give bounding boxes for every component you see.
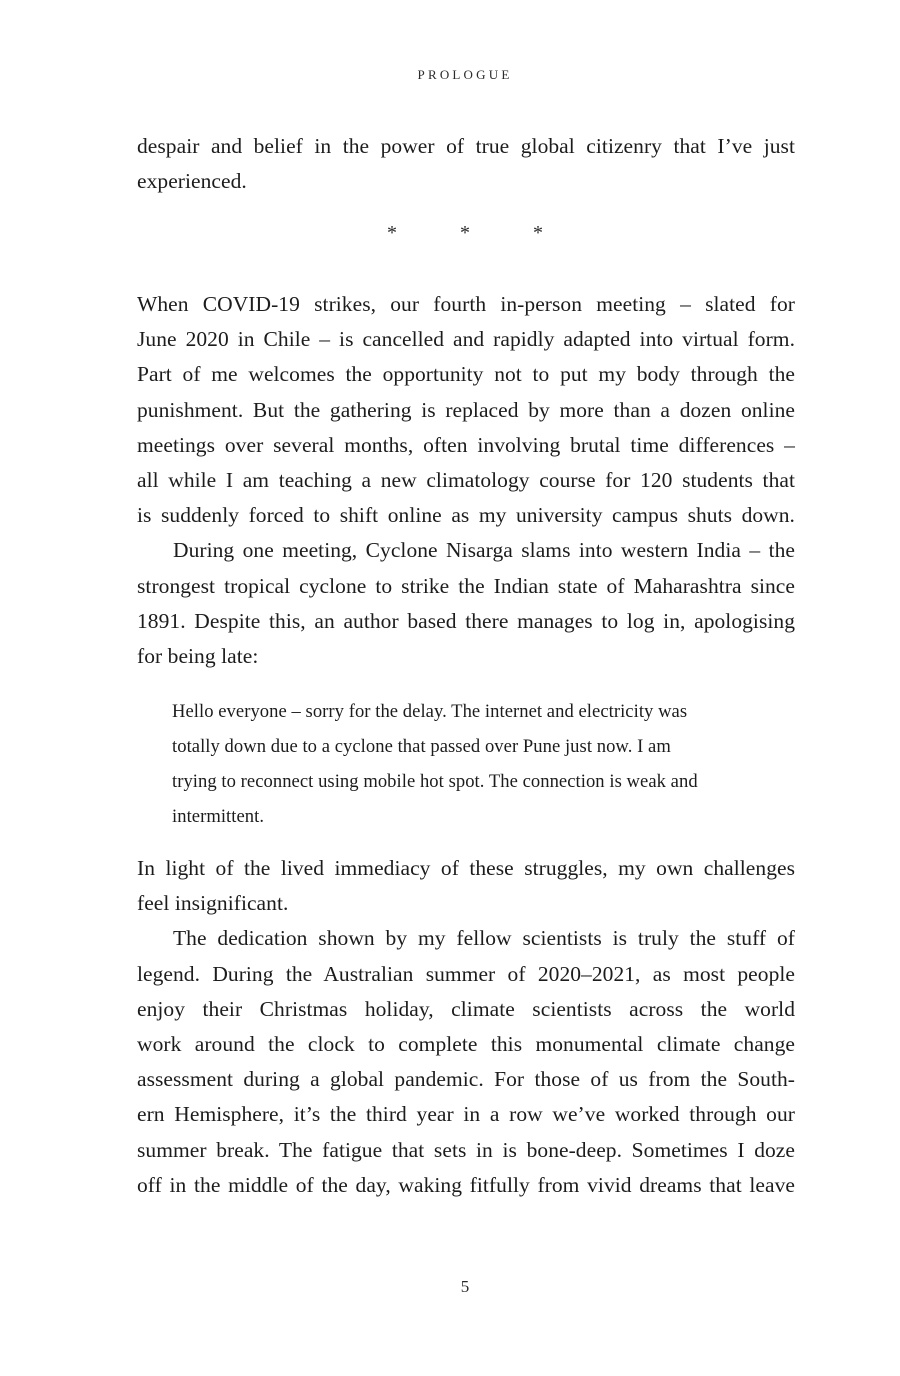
paragraph-opening — [137, 129, 795, 199]
section-break-asterisk: * — [387, 222, 397, 244]
text-line: all while I am teaching a new climatology course for 120 students that — [137, 467, 795, 492]
text-line: The dedication shown by my fellow scientists is truly the stuff of — [173, 926, 795, 951]
quote-line: Hello everyone – sorry for the delay. The internet and electricity was — [172, 701, 688, 722]
quote-line: trying to reconnect using mobile hot spot. The connection is weak and — [172, 771, 698, 793]
text-line: punishment. But the gathering is replaced by more than a dozen online — [137, 397, 795, 422]
text-line: enjoy their Christmas holiday, climate scientists across the world — [137, 996, 795, 1021]
text-line: ern Hemisphere, it’s the third year in a row we’ve worked through our — [137, 1102, 795, 1127]
page-number: 5 — [460, 1277, 470, 1296]
text-line: When COVID-19 strikes, our fourth in-person meeting – slated for — [137, 292, 795, 316]
paragraph-light — [137, 851, 795, 1203]
text-line: During one meeting, Cyclone Nisarga slams into western India – the — [173, 538, 795, 563]
text-line: Part of me welcomes the opportunity not to put my body through the — [137, 362, 795, 387]
section-break-asterisk: * — [460, 222, 470, 244]
running-head: PROLOGUE — [417, 67, 513, 82]
text-line: feel insignificant. — [137, 891, 289, 916]
text-line: for being late: — [137, 643, 259, 668]
quote-line: intermittent. — [172, 806, 265, 828]
text-line: off in the middle of the day, waking fitfully from vivid dreams that leave — [137, 1172, 795, 1197]
text-line: meetings over several months, often involving brutal time differences – — [137, 432, 795, 457]
text-line: June 2020 in Chile – is cancelled and rapidly adapted into virtual form. — [137, 327, 795, 352]
text-line: is suddenly forced to shift online as my university campus shuts down. — [137, 503, 795, 528]
text-line: 1891. Despite this, an author based there manages to log in, apologising — [137, 608, 795, 633]
text-line: assessment during a global pandemic. For those of us from the South- — [137, 1067, 795, 1092]
block-quote — [172, 694, 772, 834]
quote-line: totally down due to a cyclone that passed over Pune just now. I am — [172, 736, 671, 758]
section-break — [0, 222, 900, 245]
text-line: legend. During the Australian summer of 2020–2021, as most people — [137, 961, 795, 986]
text-line: work around the clock to complete this monumental climate change — [137, 1031, 795, 1056]
text-line: experienced. — [137, 169, 247, 194]
text-line: despair and belief in the power of true global citizenry that I’ve just — [137, 134, 795, 158]
text-line: In light of the lived immediacy of these struggles, my own challenges — [137, 856, 795, 880]
paragraph-covid — [137, 287, 795, 674]
text-line: strongest tropical cyclone to strike the Indian state of Maharashtra since — [137, 573, 795, 598]
text-line: summer break. The fatigue that sets in is bone-deep. Sometimes I doze — [137, 1137, 795, 1162]
section-break-asterisk: * — [533, 222, 543, 244]
